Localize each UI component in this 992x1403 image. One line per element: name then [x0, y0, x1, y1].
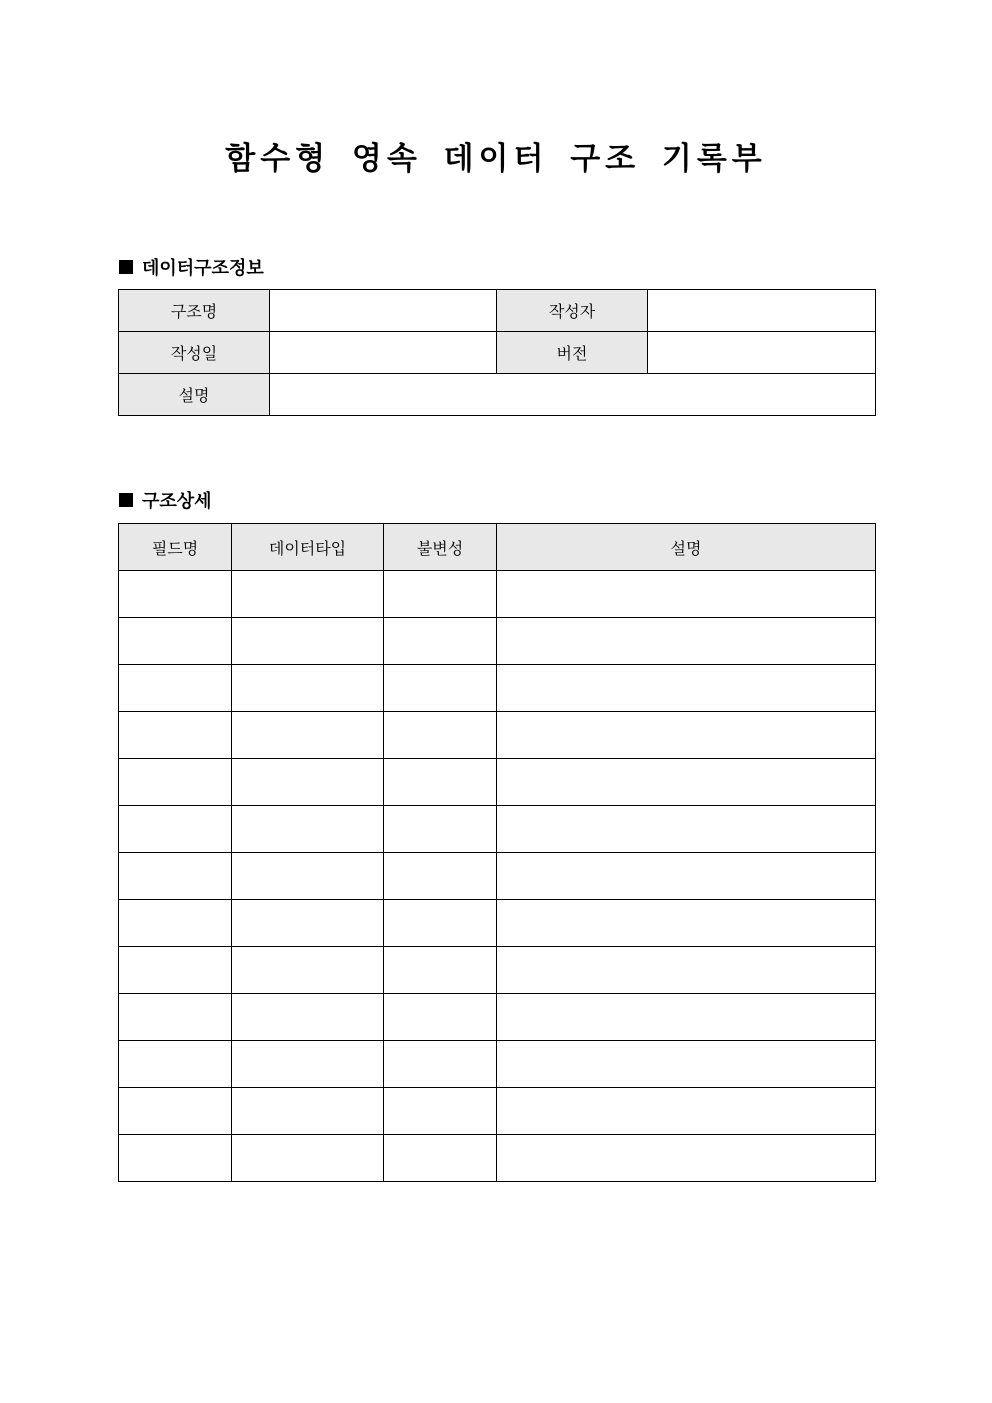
- data-type-cell[interactable]: [232, 1088, 384, 1135]
- field-name-cell[interactable]: [119, 618, 232, 665]
- data-type-cell[interactable]: [232, 1135, 384, 1182]
- immutability-cell[interactable]: [384, 994, 497, 1041]
- field-name-cell[interactable]: [119, 1088, 232, 1135]
- immutability-cell[interactable]: [384, 665, 497, 712]
- table-row: [119, 759, 876, 806]
- data-type-cell[interactable]: [232, 900, 384, 947]
- description-cell[interactable]: [497, 900, 876, 947]
- immutability-cell[interactable]: [384, 806, 497, 853]
- immutability-cell[interactable]: [384, 571, 497, 618]
- table-row: [119, 994, 876, 1041]
- field-name-cell[interactable]: [119, 712, 232, 759]
- table-row: [119, 1135, 876, 1182]
- immutability-cell[interactable]: [384, 712, 497, 759]
- data-type-cell[interactable]: [232, 853, 384, 900]
- table-row: [119, 665, 876, 712]
- data-type-cell[interactable]: [232, 618, 384, 665]
- field-name-cell[interactable]: [119, 665, 232, 712]
- structure-name-label: 구조명: [119, 290, 270, 332]
- description-cell[interactable]: [497, 994, 876, 1041]
- immutability-cell[interactable]: [384, 853, 497, 900]
- data-type-cell[interactable]: [232, 1041, 384, 1088]
- immutability-cell[interactable]: [384, 947, 497, 994]
- description-cell[interactable]: [497, 947, 876, 994]
- table-row: [119, 712, 876, 759]
- description-field[interactable]: [270, 374, 876, 416]
- info-row: [119, 374, 876, 416]
- immutability-cell[interactable]: [384, 759, 497, 806]
- field-name-cell[interactable]: [119, 853, 232, 900]
- table-row: [119, 853, 876, 900]
- info-table: [118, 289, 876, 416]
- column-header-immutability: 불변성: [384, 524, 497, 571]
- table-row: [119, 1088, 876, 1135]
- description-cell[interactable]: [497, 571, 876, 618]
- square-bullet-icon: [119, 493, 133, 507]
- structure-name-field[interactable]: [270, 290, 497, 332]
- column-header-data-type: 데이터타입: [232, 524, 384, 571]
- description-cell[interactable]: [497, 853, 876, 900]
- description-cell[interactable]: [497, 712, 876, 759]
- table-row: [119, 1041, 876, 1088]
- field-name-cell[interactable]: [119, 1041, 232, 1088]
- detail-table: [118, 523, 876, 1182]
- data-type-cell[interactable]: [232, 712, 384, 759]
- detail-header-row: [119, 524, 876, 571]
- field-name-cell[interactable]: [119, 806, 232, 853]
- author-label: 작성자: [497, 290, 648, 332]
- section-heading-detail: [119, 487, 212, 513]
- date-label: 작성일: [119, 332, 270, 374]
- section-heading-info: [119, 254, 264, 280]
- table-row: [119, 900, 876, 947]
- description-label: 설명: [119, 374, 270, 416]
- table-row: [119, 947, 876, 994]
- info-row: [119, 332, 876, 374]
- data-type-cell[interactable]: [232, 665, 384, 712]
- page-title: 함수형 영속 데이터 구조 기록부: [225, 141, 767, 177]
- table-row: [119, 618, 876, 665]
- description-cell[interactable]: [497, 665, 876, 712]
- description-cell[interactable]: [497, 806, 876, 853]
- description-cell[interactable]: [497, 1135, 876, 1182]
- description-cell[interactable]: [497, 1041, 876, 1088]
- table-row: [119, 806, 876, 853]
- immutability-cell[interactable]: [384, 1088, 497, 1135]
- version-field[interactable]: [648, 332, 876, 374]
- description-cell[interactable]: [497, 618, 876, 665]
- section-heading-info-label: 데이터구조정보: [142, 258, 264, 279]
- field-name-cell[interactable]: [119, 1135, 232, 1182]
- field-name-cell[interactable]: [119, 994, 232, 1041]
- field-name-cell[interactable]: [119, 759, 232, 806]
- immutability-cell[interactable]: [384, 1041, 497, 1088]
- data-type-cell[interactable]: [232, 571, 384, 618]
- immutability-cell[interactable]: [384, 1135, 497, 1182]
- field-name-cell[interactable]: [119, 571, 232, 618]
- column-header-description: 설명: [497, 524, 876, 571]
- description-cell[interactable]: [497, 1088, 876, 1135]
- info-row: [119, 290, 876, 332]
- square-bullet-icon: [119, 260, 133, 274]
- data-type-cell[interactable]: [232, 994, 384, 1041]
- field-name-cell[interactable]: [119, 947, 232, 994]
- description-cell[interactable]: [497, 759, 876, 806]
- field-name-cell[interactable]: [119, 900, 232, 947]
- data-type-cell[interactable]: [232, 759, 384, 806]
- table-row: [119, 571, 876, 618]
- data-type-cell[interactable]: [232, 806, 384, 853]
- section-heading-detail-label: 구조상세: [142, 491, 212, 512]
- author-field[interactable]: [648, 290, 876, 332]
- column-header-field-name: 필드명: [119, 524, 232, 571]
- data-type-cell[interactable]: [232, 947, 384, 994]
- immutability-cell[interactable]: [384, 900, 497, 947]
- immutability-cell[interactable]: [384, 618, 497, 665]
- version-label: 버전: [497, 332, 648, 374]
- date-field[interactable]: [270, 332, 497, 374]
